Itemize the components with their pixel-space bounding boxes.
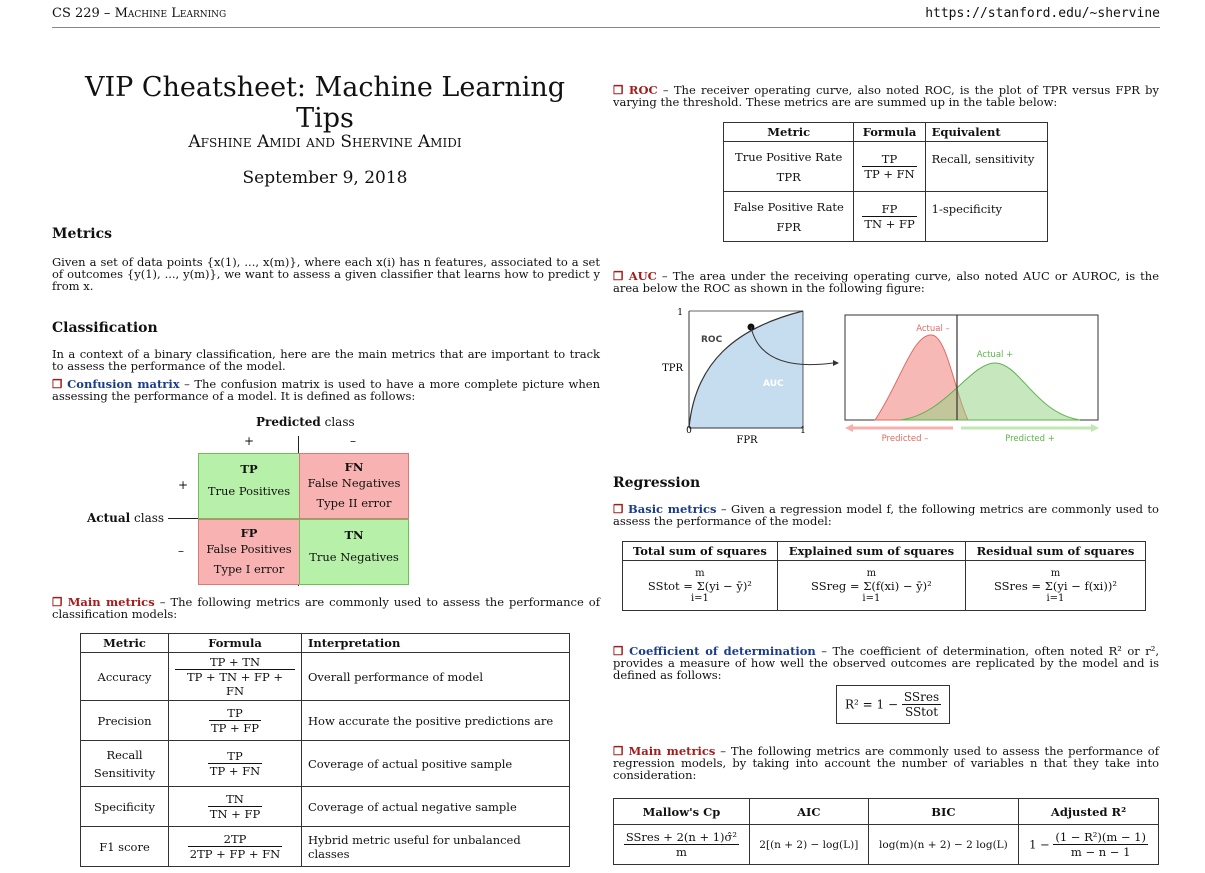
predicted-positive-arrow-icon [1091,424,1099,432]
fp-abbr: FP [240,526,258,540]
roc-metric-cell [724,192,854,242]
classification-heading: Classification [52,320,158,336]
col-mallows: Mallow's Cp [614,799,750,825]
main-metrics-term: Main metrics [67,595,155,609]
formula-num: TP [209,706,261,721]
basic-metrics-paragraph: ❒ Basic metrics – Given a regression model f, the following metrics are commonly used to assess the performance of the model: [613,502,1159,528]
metric-line2: Sensitivity [93,765,156,780]
formula-explained [777,561,965,611]
col-metric: Metric [81,634,169,653]
formula-explained-text: SSreg = Σ(f(xi) − ȳ)² [811,578,932,593]
formula-den: TP + FP [210,721,260,735]
metric-cell [81,741,169,787]
col-interpretation: Interpretation [302,634,570,653]
actual-minus: – [178,544,184,558]
regression-main-text: – The following metrics are commonly used to assess the performance of regression models, by taking into account the number of variables n that they take into consideration: [613,744,1159,782]
main-metrics-text: – The following metrics are commonly used to assess the performance of classification models: [52,595,600,621]
sum-bottom: i=1 [862,592,881,604]
sum-of-squares-table [622,541,1146,611]
actual-positive-label: Actual + [976,350,1014,360]
table-row [81,741,570,787]
main-metrics-paragraph: ❒ Main metrics – The following metrics are commonly used to assess the performance of classification models: [52,595,600,621]
roc-xlabel: FPR [736,435,758,446]
formula-den: TP + TN + FP + FN [186,670,284,698]
r2-lhs: R² = 1 − [845,697,899,712]
predicted-negative-label: Predicted – [881,434,929,444]
header-rule [52,27,1160,28]
actual-rest: class [130,511,165,525]
roc-formula-cell [854,192,925,242]
roc-formula-num: TP [862,152,916,167]
metric-cell: F1 score [81,827,169,867]
table-row [81,701,570,741]
formula-residual [965,561,1145,611]
tp-abbr: TP [240,462,258,476]
interp-cell: Overall performance of model [302,653,570,701]
roc-ylabel: TPR [662,363,683,374]
roc-y-max: 1 [677,308,683,318]
actual-negative-label: Actual – [916,324,950,334]
sum-top: m [866,567,877,579]
roc-origin: 0 [686,426,692,436]
roc-formula-den: TP + FN [864,167,915,181]
bic-formula: log(m)(n + 2) − 2 log(L) [868,825,1018,865]
formula-cell [169,701,302,741]
confusion-text: – The confusion matrix is used to have a more complete picture when assessing the performance of a model. It is defined as follows: [52,377,600,403]
adjusted-r2-formula [1019,825,1159,865]
sum-bottom: i=1 [690,592,709,604]
fp-name: False Positives [206,542,292,556]
formula-cell [169,827,302,867]
predicted-bold: Predicted [256,415,321,429]
col-residual: Residual sum of squares [965,542,1145,561]
metrics-intro: Given a set of data points {x(1), ..., x(m)}, where each x(i) has n features, associated to a set of outcomes {y(1), ..., y(m)}, we want to assess a given classifier that learns how to predict y from x. [52,255,600,293]
formula-den: TP + FN [209,764,261,778]
interp-cell: How accurate the positive predictions are [302,701,570,741]
basic-metrics-text: – Given a regression model f, the following metrics are commonly used to assess the performance of the model: [613,502,1159,528]
col-adjusted-r2: Adjusted R² [1019,799,1159,825]
r2-formula-box [836,685,950,724]
formula-cell [169,787,302,827]
cp-num: SSres + 2(n + 1)σ̂² [625,830,738,844]
table-row [81,787,570,827]
cm-tp [198,453,300,519]
coef-text: – The coefficient of determination, often noted R² or r², provides a measure of how well the observed outcomes are replicated by the model and is defined as follows: [613,644,1159,682]
formula-residual-text: SSres = Σ(yi − f(xi))² [994,578,1117,593]
predicted-positive-label: Predicted + [1005,434,1055,444]
fn-name: False Negatives [307,476,401,490]
actual-bold: Actual [87,511,131,525]
confusion-term: Confusion matrix [67,377,180,391]
formula-num: TP [208,749,262,764]
formula-cell [169,741,302,787]
metric-cell: Accuracy [81,653,169,701]
col-explained: Explained sum of squares [777,542,965,561]
cm-fn [299,453,409,519]
table-row [614,825,1159,865]
roc-metric-line1: False Positive Rate [733,199,844,214]
metric-cell: Specificity [81,787,169,827]
roc-metric-line2: TPR [776,169,801,184]
formula-total [623,561,778,611]
actual-plus: + [178,478,189,492]
coef-paragraph: ❒ Coefficient of determination – The coefficient of determination, often noted R² or r², provides a measure of how well the observed outcomes are replicated by the model and is defined as follows: [613,644,1159,682]
coef-term: Coefficient of determination [629,644,816,658]
roc-label: ROC [701,335,723,345]
predicted-class-label [256,415,355,429]
date: September 9, 2018 [242,168,408,188]
roc-col-equivalent: Equivalent [925,123,1047,142]
basic-metrics-term: Basic metrics [628,502,717,516]
table-row [81,653,570,701]
classification-metrics-table [80,633,570,867]
cm-tn [299,519,409,585]
predicted-plus: + [244,434,255,448]
roc-metric-cell [724,142,854,192]
regression-main-paragraph: ❒ Main metrics – The following metrics are commonly used to assess the performance of regression models, by taking into account the number of variables n that they take into consideration: [613,744,1159,782]
auc-term: AUC [628,269,657,283]
mallows-formula [614,825,750,865]
cm-fp [198,519,300,585]
r2-num: SSres [903,690,940,704]
r2-den: SStot [904,705,939,719]
formula-den: TN + FP [209,807,261,821]
course-header: CS 229 – Machine Learning [52,6,227,21]
formula-num: TN [208,792,262,807]
auc-figure [655,303,1125,448]
tn-abbr: TN [344,528,364,542]
col-total: Total sum of squares [623,542,778,561]
col-formula: Formula [169,634,302,653]
cp-den: m [675,845,687,859]
aic-formula: 2[(n + 2) − log(L)] [749,825,868,865]
formula-den: 2TP + FP + FN [189,847,281,861]
confusion-paragraph: ❒ Confusion matrix – The confusion matrix is used to have a more complete picture when assessing the performance of a model. It is defined as follows: [52,377,600,403]
sum-bottom: i=1 [1046,592,1065,604]
authors: Afshine Amidi and Shervine Amidi [188,132,462,152]
regression-metrics-table [613,798,1159,865]
actual-class-label [87,511,164,525]
table-row [724,192,1048,242]
roc-table [723,122,1048,242]
table-row [81,827,570,867]
roc-term: ROC [628,83,658,97]
metrics-heading: Metrics [52,226,112,242]
roc-text: – The receiver operating curve, also noted ROC, is the plot of TPR versus FPR by varying the threshold. These metrics are are summed up in the table below: [613,83,1159,109]
predicted-negative-arrow-icon [845,424,853,432]
tp-name: True Positives [207,484,291,498]
roc-formula-den: TN + FP [864,217,915,231]
table-row [623,561,1146,611]
formula-total-text: SStot = Σ(yi − ȳ)² [647,578,752,593]
regression-main-term: Main metrics [628,744,716,758]
auc-area [689,311,803,428]
fp-err: Type I error [213,562,285,576]
roc-formula-cell [854,142,925,192]
roc-equiv-cell: 1-specificity [925,192,1047,242]
roc-col-formula: Formula [854,123,925,142]
regression-heading: Regression [613,475,701,491]
roc-col-metric: Metric [724,123,854,142]
arrow-head-icon [833,360,839,366]
adj-num: (1 − R²)(m − 1) [1055,830,1146,844]
table-row [724,142,1048,192]
roc-formula-num: FP [862,202,916,217]
roc-x-max: 1 [800,426,806,436]
fn-err: Type II error [316,496,392,510]
interp-cell: Hybrid metric useful for unbalanced classes [302,827,570,867]
adj-den: m − n − 1 [1070,845,1131,859]
sum-top: m [695,567,705,579]
roc-metric-line1: True Positive Rate [735,149,843,164]
formula-num: TP + TN [175,655,295,670]
auc-label: AUC [763,379,784,389]
roc-paragraph: ❒ ROC – The receiver operating curve, also noted ROC, is the plot of TPR versus FPR by varying the threshold. These metrics are are summed up in the table below: [613,83,1159,109]
page-title: VIP Cheatsheet: Machine Learning Tips [84,72,566,134]
roc-metric-line2: FPR [776,219,801,234]
col-bic: BIC [868,799,1018,825]
formula-num: 2TP [188,832,282,847]
url-header: https://stanford.edu/~shervine [925,6,1160,21]
metric-line1: Recall [106,747,143,762]
auc-paragraph: ❒ AUC – The area under the receiving operating curve, also noted AUC or AUROC, is the area below the ROC as shown in the following figure: [613,269,1159,295]
roc-equiv-cell: Recall, sensitivity [925,142,1047,192]
col-aic: AIC [749,799,868,825]
adj-prefix: 1 − [1029,837,1050,852]
predicted-rest: class [320,415,355,429]
metric-cell: Precision [81,701,169,741]
fn-abbr: FN [344,460,364,474]
classification-intro: In a context of a binary classification, here are the main metrics that are important to track to assess the performance of the model. [52,347,600,373]
tn-name: True Negatives [309,550,399,564]
auc-text: – The area under the receiving operating curve, also noted AUC or AUROC, is the area below the ROC as shown in the following figure: [613,269,1159,295]
predicted-minus: – [350,434,356,448]
interp-cell: Coverage of actual negative sample [302,787,570,827]
formula-cell [169,653,302,701]
sum-top: m [1050,567,1061,579]
interp-cell: Coverage of actual positive sample [302,741,570,787]
